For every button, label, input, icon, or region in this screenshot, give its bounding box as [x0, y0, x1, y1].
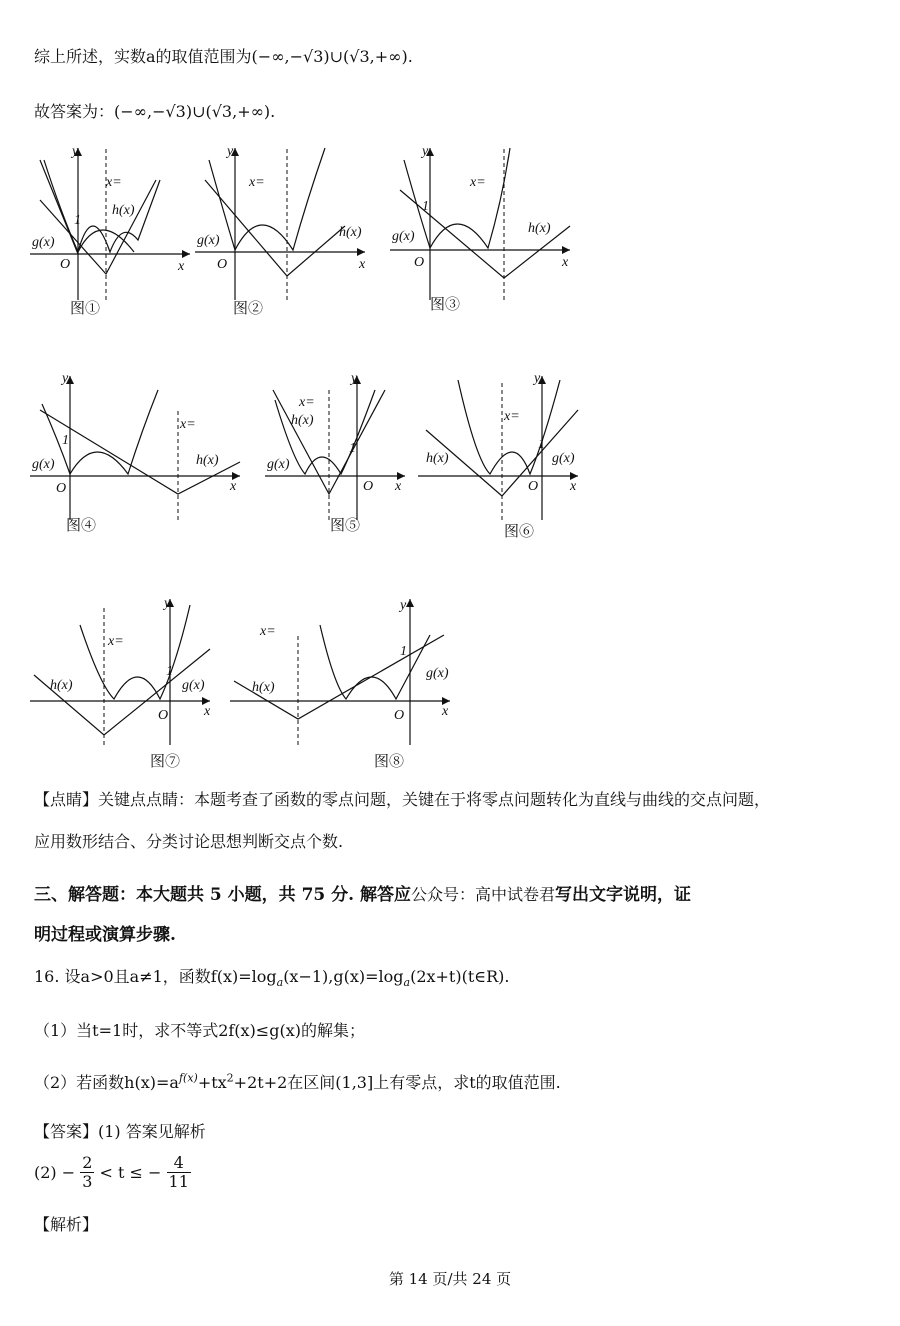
gx-label: g(x) — [267, 457, 290, 472]
gx-label: g(x) — [182, 678, 205, 693]
x-eq-label: x= — [108, 634, 124, 649]
y-label: y — [400, 598, 407, 613]
hx-label: h(x) — [112, 203, 135, 218]
x-label: x — [442, 704, 449, 719]
watermark-text: 公众号：高中试卷君 — [411, 885, 556, 904]
figure-5 — [265, 370, 415, 530]
x-eq-label: x= — [470, 175, 486, 190]
y-label: y — [534, 371, 541, 386]
one-label: 1 — [74, 213, 81, 228]
y-label: y — [62, 371, 69, 386]
origin-label: O — [217, 257, 228, 272]
x-eq-label: x= — [260, 624, 276, 639]
gx-label: g(x) — [197, 233, 220, 248]
section-heading-2: 明过程或演算步骤. — [34, 925, 176, 945]
x-label: x — [570, 479, 577, 494]
one-label: 1 — [538, 437, 545, 452]
origin-label: O — [158, 708, 169, 723]
caption-fig-3: 图③ — [430, 295, 461, 313]
gx-label: g(x) — [32, 457, 55, 472]
figure-4 — [30, 370, 250, 530]
one-label: 1 — [349, 441, 356, 456]
caption-fig-6: 图⑥ — [504, 522, 535, 540]
answer-part-2: (2) − $\frac{2}{3}$ < t ≤ − $\frac{4}{11}$ — [34, 1153, 189, 1191]
question-16-part-1: （1）当t=1时，求不等式2f(x)≤g(x)的解集； — [34, 1021, 365, 1040]
hx-label: h(x) — [339, 225, 362, 240]
y-label: y — [227, 144, 234, 159]
caption-fig-4: 图④ — [66, 516, 97, 534]
dianjing-line-1: 【点睛】关键点点睛：本题考查了函数的零点问题，关键在于将零点问题转化为直线与曲线的交点问题， — [34, 790, 771, 809]
figure-3 — [390, 140, 580, 310]
summary-line: 综上所述，实数a的取值范围为(−∞,−√3)∪(√3,+∞). — [34, 47, 413, 66]
y-label: y — [422, 144, 429, 159]
x-eq-label: x= — [106, 175, 122, 190]
section-heading-1: 三、解答题：本大题共 5 小题，共 75 分. 解答应公众号：高中试卷君写出文字说明，证 — [34, 885, 692, 905]
fraction-4-11: $\frac{4}{11}$ — [168, 1153, 189, 1191]
question-16-part-2: （2）若函数$h(x)=a^{f(x)}+tx^2+2t+2$在区间(1,3]上有零点，求t的取值范围. — [34, 1071, 561, 1092]
x-label: x — [230, 479, 237, 494]
gx-label: g(x) — [32, 235, 55, 250]
origin-label: O — [60, 257, 71, 272]
caption-fig-2: 图② — [233, 299, 264, 317]
x-eq-label: x= — [299, 395, 315, 410]
caption-fig-7: 图⑦ — [150, 752, 181, 770]
hx-label: h(x) — [528, 221, 551, 236]
caption-fig-5: 图⑤ — [330, 516, 361, 534]
one-label: 1 — [166, 664, 173, 679]
one-label: 1 — [422, 199, 429, 214]
jiexi-label: 【解析】 — [34, 1215, 99, 1234]
x-label: x — [178, 259, 185, 274]
fraction-2-3: $\frac{2}{3}$ — [82, 1153, 93, 1191]
gx-label: g(x) — [426, 666, 449, 681]
question-16: 16. 设a>0且a≠1，函数$f(x)=\log_a(x-1),g(x)=\log_a(2x+t)(t\in R)$. — [34, 967, 510, 990]
figure-8 — [230, 595, 460, 755]
dianjing-line-2: 应用数形结合、分类讨论思想判断交点个数. — [34, 832, 344, 851]
hx-label: h(x) — [196, 453, 219, 468]
x-eq-label: x= — [180, 417, 196, 432]
figure-2 — [195, 140, 375, 310]
hx-label: h(x) — [252, 680, 275, 695]
origin-label: O — [363, 479, 374, 494]
origin-label: O — [56, 481, 67, 496]
figure-1 — [30, 140, 200, 310]
x-label: x — [562, 255, 569, 270]
answer-label: 【答案】(1) 答案见解析 — [34, 1122, 206, 1141]
x-eq-label: x= — [504, 409, 520, 424]
hx-label: h(x) — [291, 413, 314, 428]
figure-7 — [30, 595, 220, 755]
x-label: x — [395, 479, 402, 494]
hx-label: h(x) — [426, 451, 449, 466]
gx-label: g(x) — [552, 451, 575, 466]
page-footer: 第 14 页/共 24 页 — [388, 1270, 512, 1288]
x-label: x — [359, 257, 366, 272]
figure-6 — [418, 370, 588, 530]
y-label: y — [164, 596, 171, 611]
caption-fig-1: 图① — [70, 299, 101, 317]
one-label: 1 — [400, 644, 407, 659]
origin-label: O — [414, 255, 425, 270]
origin-label: O — [394, 708, 405, 723]
origin-label: O — [528, 479, 539, 494]
x-label: x — [204, 704, 211, 719]
y-label: y — [351, 371, 358, 386]
caption-fig-8: 图⑧ — [374, 752, 405, 770]
answer-line: 故答案为：(−∞,−√3)∪(√3,+∞). — [34, 102, 276, 121]
hx-label: h(x) — [50, 678, 73, 693]
y-label: y — [72, 144, 79, 159]
gx-label: g(x) — [392, 229, 415, 244]
x-eq-label: x= — [249, 175, 265, 190]
one-label: 1 — [62, 433, 69, 448]
